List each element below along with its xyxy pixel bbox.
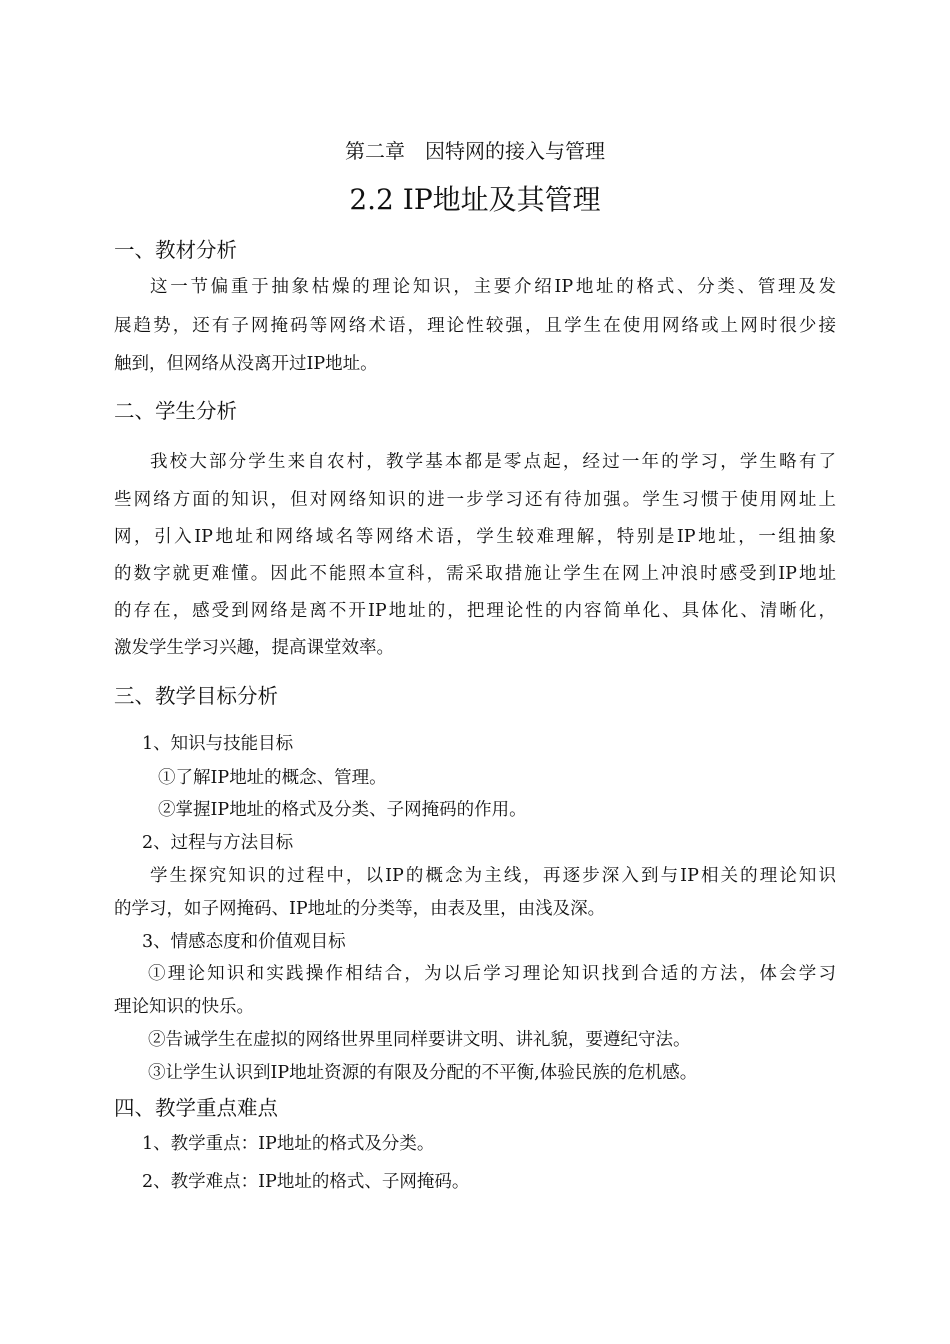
paragraph-line: 的学习，如子网掩码、IP地址的分类等，由表及里，由浅及深。 xyxy=(114,899,606,919)
paragraph-line: 这一节偏重于抽象枯燥的理论知识，主要介绍IP地址的格式、分类、管理及发 xyxy=(150,277,836,297)
goal-heading: 2、过程与方法目标 xyxy=(142,833,294,853)
heading-textbook-analysis: 一、教材分析 xyxy=(114,238,237,262)
goal-item: ③让学生认识到IP地址资源的有限及分配的不平衡,体验民族的危机感。 xyxy=(148,1063,698,1083)
chapter-title: 第二章 因特网的接入与管理 xyxy=(345,139,605,163)
heading-key-points: 四、教学重点难点 xyxy=(114,1096,278,1120)
section-title: 2.2 IP地址及其管理 xyxy=(349,183,601,216)
paragraph-line: 展趋势，还有子网掩码等网络术语，理论性较强，且学生在使用网络或上网时很少接 xyxy=(114,316,836,336)
paragraph-line: 激发学生学习兴趣，提高课堂效率。 xyxy=(114,638,394,658)
paragraph-line: 理论知识的快乐。 xyxy=(114,997,254,1017)
goal-item: ①了解IP地址的概念、管理。 xyxy=(158,768,387,788)
paragraph-line: 我校大部分学生来自农村，教学基本都是零点起，经过一年的学习，学生略有了 xyxy=(150,452,836,472)
goal-item: ②告诫学生在虚拟的网络世界里同样要讲文明、讲礼貌，要遵纪守法。 xyxy=(148,1030,691,1050)
heading-student-analysis: 二、学生分析 xyxy=(114,399,237,423)
paragraph-line: 些网络方面的知识，但对网络知识的进一步学习还有待加强。学生习惯于使用网址上 xyxy=(114,490,836,510)
paragraph-line: 触到，但网络从没离开过IP地址。 xyxy=(114,354,378,374)
paragraph-line: 的存在，感受到网络是离不开IP地址的，把理论性的内容简单化、具体化、清晰化， xyxy=(114,601,836,621)
heading-teaching-objectives: 三、教学目标分析 xyxy=(114,684,278,708)
paragraph-line: 网，引入IP地址和网络域名等网络术语，学生较难理解，特别是IP地址，一组抽象 xyxy=(114,527,836,547)
paragraph-line: 学生探究知识的过程中，以IP的概念为主线，再逐步深入到与IP相关的理论知识 xyxy=(150,866,836,886)
goal-item: ②掌握IP地址的格式及分类、子网掩码的作用。 xyxy=(158,800,527,820)
paragraph-line: 的数字就更难懂。因此不能照本宣科，需采取措施让学生在网上冲浪时感受到IP地址 xyxy=(114,564,836,584)
key-point: 2、教学难点：IP地址的格式、子网掩码。 xyxy=(142,1172,470,1192)
goal-item: ①理论知识和实践操作相结合，为以后学习理论知识找到合适的方法，体会学习 xyxy=(148,964,836,984)
goal-heading: 3、情感态度和价值观目标 xyxy=(142,932,346,952)
key-point: 1、教学重点：IP地址的格式及分类。 xyxy=(142,1134,435,1154)
goal-heading: 1、知识与技能目标 xyxy=(142,734,294,754)
